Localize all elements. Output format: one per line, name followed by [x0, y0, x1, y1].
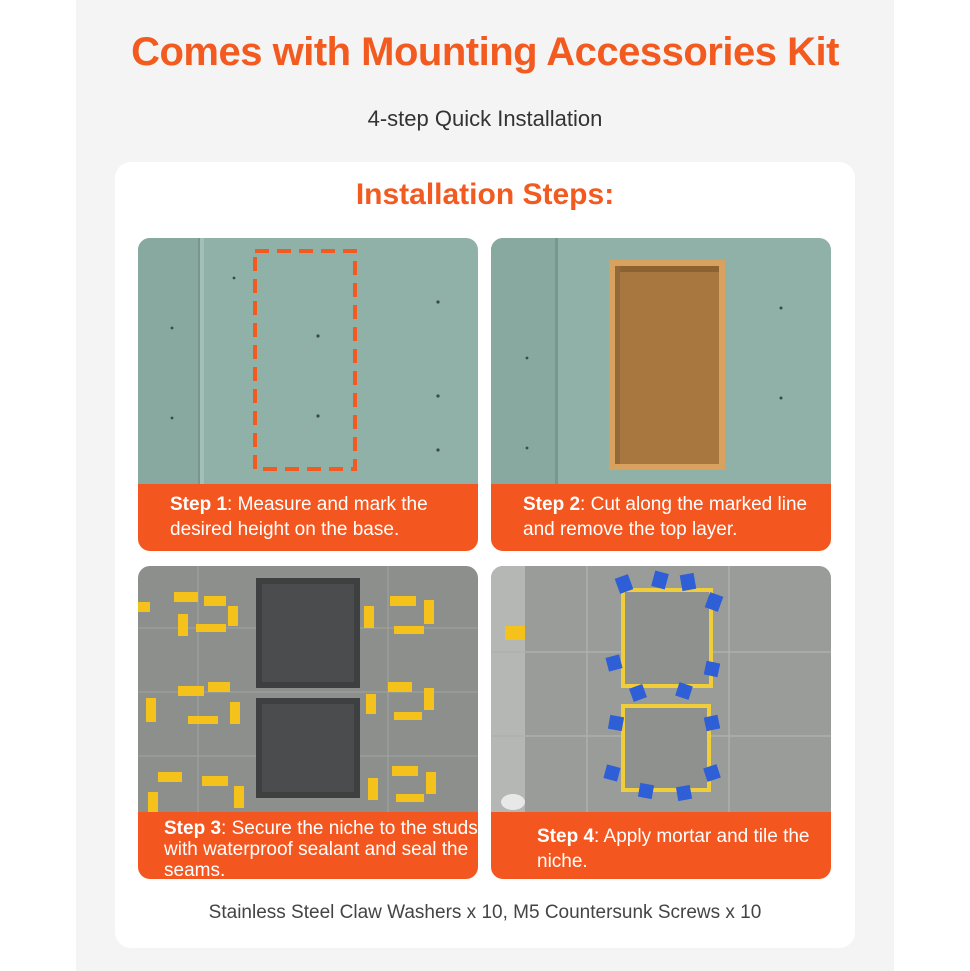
step-1-photo — [138, 238, 478, 484]
step-1-separator: : — [227, 494, 233, 515]
step-1-text: Measure and mark the desired height on the base. — [170, 494, 428, 540]
step-4-card — [491, 566, 831, 879]
step-2-label: Step 2 — [523, 494, 581, 515]
step-3-photo — [138, 566, 478, 812]
steps-title: Installation Steps: — [355, 178, 615, 211]
step-2-photo — [491, 238, 831, 484]
step-1-card — [138, 238, 478, 551]
step-3-card — [138, 566, 478, 879]
step-4-separator: : — [594, 826, 600, 847]
step-4-caption — [491, 812, 831, 879]
step-1-label: Step 1 — [170, 494, 228, 515]
step-4-text: Apply mortar and tile the niche. — [537, 826, 810, 872]
step-2-separator: : — [580, 494, 586, 515]
step-2-caption — [491, 484, 831, 551]
step-1-caption — [138, 484, 478, 551]
step-4-photo — [491, 566, 831, 812]
page-subtitle: 4-step Quick Installation — [367, 106, 603, 131]
page-title: Comes with Mounting Accessories Kit — [131, 30, 839, 74]
step-4-label: Step 4 — [537, 826, 595, 847]
step-3-text: Secure the niche to the studs with waterproof sealant and seal the seams. — [164, 818, 478, 879]
accessories-list: Stainless Steel Claw Washers x 10, M5 Countersunk Screws x 10 — [208, 902, 762, 923]
step-3-separator: : — [221, 818, 227, 839]
step-3-caption — [138, 812, 478, 879]
step-2-card — [491, 238, 831, 551]
step-2-text: Cut along the marked line and remove the top layer. — [523, 494, 808, 540]
step-3-label: Step 3 — [164, 818, 222, 839]
